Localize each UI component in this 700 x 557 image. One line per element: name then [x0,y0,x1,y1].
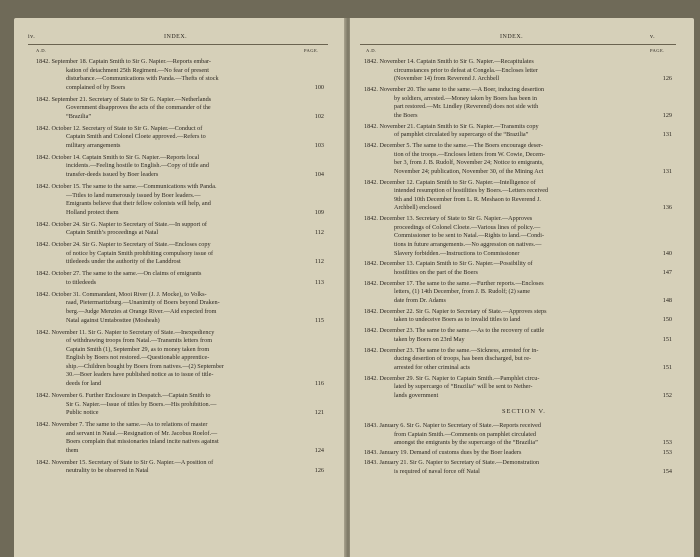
entry-line: letters, (1) 14th December, from J. B. Rudolf; (2) same [394,288,531,296]
entry-line: neutrality to be observed in Natal [66,467,149,475]
entry-line: 1843. January 21. Sir G. Napier to Secretary of State.—Demonstration [364,459,540,467]
entry-line: —Titles to land numerously issued by Boer leaders.— [66,191,201,199]
index-entry [364,86,646,120]
running-header-right: INDEX. [500,34,524,40]
entry-line: 1842. December 13. Secretary of State to Sir G. Napier.—Approves [364,215,533,223]
entry-line: 1843. January 6. Sir G. Napier to Secretary of State.—Reports received [364,422,541,429]
entry-line: proceedings of Colonel Cloete.—Various lines of policy.— [394,223,541,231]
running-header-left: INDEX. [164,34,188,40]
entry-page-number: 124 [314,446,324,454]
entry-line: titledeeds under the authority of the Landdrost [66,258,181,266]
entry-page-number: 100 [314,83,324,91]
entry-line: taken by Boers on 23rd May [394,335,465,343]
column-year-label: A.D. [36,48,47,53]
entry-page-number: 136 [662,204,672,212]
index-entry [36,329,298,389]
entry-line: Sir G. Napier.—Issue of titles by Boers.—His prohibition.— [66,400,217,408]
entry-line: 1842. December 13. Captain Smith to Sir G. Napier.—Possibility of [364,260,533,268]
index-entry [36,58,298,92]
entry-line: circumstances prior to defeat at Congela.—Encloses letter [394,66,538,74]
entry-line: Commissioner to be sent to Natal.—Rights to land.—Condi- [394,232,545,240]
entry-line: complained of by Boers [66,83,126,91]
index-entry [36,392,298,418]
entry-line: 1842. November 15. Secretary of State to Sir G. Napier.—A position of [36,458,214,466]
entry-line: ber 3, from J. B. Rudolf, November 24; Notice to emigrants, [394,159,544,167]
entry-line: 1842. November 21. Captain Smith to Sir G. Napier.—Transmits copy [364,122,539,130]
entry-line: of notice by Captain Smith prohibiting compulsory issue of [66,249,214,257]
index-entry [36,183,298,217]
entry-page-number: 112 [314,258,324,266]
index-entry [36,291,298,325]
entry-line: Natal against Umtabosttee (Mosheah) [66,316,160,324]
index-entry [364,179,646,213]
entry-line: the Boers [394,111,418,119]
entry-line: 1842. December 29. Sir G. Napier to Captain Smith.—Pamphlet circu- [364,374,540,382]
entry-page-number: 150 [662,316,672,324]
entry-page-number: 102 [314,112,324,120]
entry-line: of withdrawing troops from Natal.—Transmits letters from [66,337,213,345]
entry-line: 1842. December 12. Captain Smith to Sir G. Napier.—Intelligence of [364,178,536,186]
entry-line: incidents.—Feeling hostile to English.—Copy of title and [66,162,209,170]
entry-page-number: 109 [314,208,324,216]
entry-line: Captain Smith and Colonel Cloete approved.—Refers to [66,133,206,141]
column-page-label: PAGE. [650,48,665,53]
entry-page-number: 140 [662,249,672,257]
entry-line: amongst the emigrants by the supercargo of the “Brazilia” [394,439,538,447]
index-entry [364,280,646,306]
entry-line: 1842. December 23. The same to the same.—Sickness, arrested for in- [364,346,539,354]
page-number-left: iv. [28,34,36,40]
entry-page-number: 113 [314,278,324,286]
entry-line: and servant in Natal.—Resignation of Mr. Jacobus Roelof.— [66,429,218,437]
entry-page-number: 126 [314,467,324,475]
entry-line: deeds for land [66,380,102,388]
entry-line: Public notice [66,409,99,417]
index-entry [364,58,646,84]
index-entry [364,327,646,344]
index-entry [36,154,298,180]
entry-line: English by Boers not restored.—Questionable apprentice- [66,354,210,362]
entry-page-number: 153 [662,449,672,457]
entry-line: hostilities on the part of the Boers [394,268,478,276]
entry-page-number: 112 [314,229,324,237]
entry-page-number: 152 [662,391,672,399]
entry-line: 1842. October 24. Sir G. Napier to Secretary of State.—Encloses copy [36,241,211,249]
index-entry [364,347,646,373]
index-entry [364,142,646,176]
entry-line: berg.—Judge Menzies at Orange River.—Aid expected from [66,307,217,315]
section-title: SECTION V. [502,408,546,415]
entry-line: military arrangements [66,141,121,149]
entry-line: part restored.—Mr. Lindley (Reverend) does not side with [394,103,539,111]
entry-line: from Captain Smith.—Comments on pamphlet circulated [394,430,536,438]
entry-page-number: 151 [662,335,672,343]
entry-line: 1842. September 21. Secretary of State to Sir G. Napier.—Netherlands [36,95,212,103]
page-number-right: v. [650,34,656,40]
entry-line: 1842. September 18. Captain Smith to Sir G. Napier.—Reports embar- [36,58,211,65]
entry-line: intended resumption of hostilities by Boers.—Letters received [394,187,549,195]
entry-line: Emigrants believe that their fellow colonists will help, and [66,200,211,208]
entry-line: Boers complain that missionaries inland incite natives against [66,438,219,446]
entry-page-number: 129 [662,111,672,119]
entry-line: them [66,446,79,454]
entry-line: taken to undeceive Boers as to invalid titles to land [394,316,521,324]
index-entry [364,422,646,448]
index-entry [364,215,646,258]
entry-page-number: 148 [662,297,672,304]
column-page-label: PAGE. [304,48,319,53]
left-page [14,18,346,557]
index-entry [36,221,298,238]
entry-line: Government disapproves the acts of the commander of the [66,104,211,112]
entry-line: tions in future arrangements.—No aggression on natives.— [394,240,542,248]
entry-page-number: 147 [662,269,672,276]
entry-line: transfer-deeds issued by Boer leaders [66,171,159,179]
entry-line: 1842. October 12. Secretary of State to Sir G. Napier.—Conduct of [36,124,203,132]
entry-line: 9th and 10th December from L. R. Meshaon to Reverend J. [394,195,541,203]
entry-line: 30.—Boer leaders have published notice as to issue of title- [66,371,214,379]
index-entry [364,308,646,325]
entry-line: 1842. October 27. The same to the same.—On claims of emigrants [36,270,202,278]
entry-line: (November 14) from Reverend J. Archbell [394,75,500,83]
right-page [350,18,694,557]
index-entry [36,96,298,122]
entry-line: arrested for other criminal acts [394,363,470,371]
entry-page-number: 121 [314,409,324,417]
column-year-label: A.D. [366,48,377,53]
entry-line: Captain Smith’s proceedings at Natal [66,229,159,237]
entry-line: disturbance.—Communications with Panda.—Thefts of stock [66,75,219,83]
entry-line: 1842. November 7. The same to the same.—As to relations of master [36,421,208,429]
index-entry [36,421,298,455]
entry-line: 1842. December 5. The same to the same.—The Boers encourage deser- [364,142,543,149]
entry-line: Holland protect them [66,208,119,216]
entry-line: lands government [394,391,439,399]
entry-page-number: 115 [314,316,324,324]
entry-line: 1843. January 19. Demand of customs dues by the Boer leaders [364,449,522,457]
entry-line: Slavery forbidden.—Instructions to Commissioner [394,249,520,257]
entry-page-number: 131 [662,167,672,175]
entry-line: date from Dr. Adams [394,296,446,304]
entry-page-number: 116 [314,380,324,388]
entry-line: tion of the troops.—Encloses letters from W. Cowie, Decem- [394,150,546,158]
entry-line: 1842. November 14. Captain Smith to Sir G. Napier.—Recapitulates [364,58,534,65]
index-entry [364,123,646,140]
index-entry [364,375,646,401]
entry-line: to titledeeds [66,278,97,286]
entry-line: 1842. October 24. Sir G. Napier to Secretary of State.—In support of [36,220,207,228]
entry-page-number: 151 [662,363,672,371]
entry-line: Archbell) enclosed [394,204,441,212]
entry-line: 1842. November 11. Sir G. Napier to Secretary of State.—Inexpediency [36,328,215,336]
entry-line: 1842. October 31. Commandant, Mooi River (J. J. Mocke), to Volks- [36,290,207,298]
entry-line: lated by supercargo of “Brazilia” will be sent to Nether- [394,383,533,391]
index-entry [36,241,298,267]
entry-page-number: 131 [662,131,672,139]
entry-line: 1842. October 15. The same to the same.—Communications with Panda. [36,183,217,190]
index-entry [364,449,646,458]
entry-page-number: 103 [314,142,324,149]
entry-line: by soldiers, arrested.—Money taken by Boers has been in [394,94,537,102]
entry-line: “Brazilia” [66,112,92,120]
entry-line: raad, Pietermaritzburg.—Unanimity of Boers beyond Draken- [66,299,220,307]
entry-line: 1842. November 6. Further Enclosure in Despatch.—Captain Smith to [36,392,211,399]
entry-page-number: 126 [662,75,672,83]
index-entry [36,125,298,151]
entry-line: 1842. December 23. The same to the same.—As to the recovery of cattle [364,327,545,335]
entry-line: November 24; publication, November 30, of the Mining Act [394,167,544,175]
entry-page-number: 153 [662,439,672,447]
index-entry [364,459,646,476]
header-rule [360,44,676,45]
entry-line: of pamphlet circulated by supercargo of the “Brazilia” [394,131,529,139]
entry-line: ducing desertion of troops, has been discharged, but re- [394,355,532,363]
entry-line: ship.—Children bought by Boers from natives.—(2) September [66,362,224,370]
entry-line: 1842. December 17. The same to the same.—Further reports.—Encloses [364,279,544,287]
index-entry [36,459,298,476]
entry-line: is required of naval force off Natal [394,467,480,475]
entry-line: 1842. November 20. The same to the same.—A Boer, inducing desertion [364,86,545,93]
index-entry [364,260,646,277]
entry-page-number: 154 [662,468,672,475]
entry-line: 1842. October 14. Captain Smith to Sir G. Napier.—Reports local [36,153,200,161]
entry-line: kation of detachment 25th Regiment.—No fear of present [66,66,209,74]
entry-line: 1842. December 22. Sir G. Napier to Secretary of State.—Approves steps [364,307,547,315]
entry-page-number: 104 [314,171,324,179]
entry-line: Captain Smith (1), September 29, as to money taken from [66,345,210,353]
header-rule [28,44,328,45]
index-entry [36,270,298,287]
